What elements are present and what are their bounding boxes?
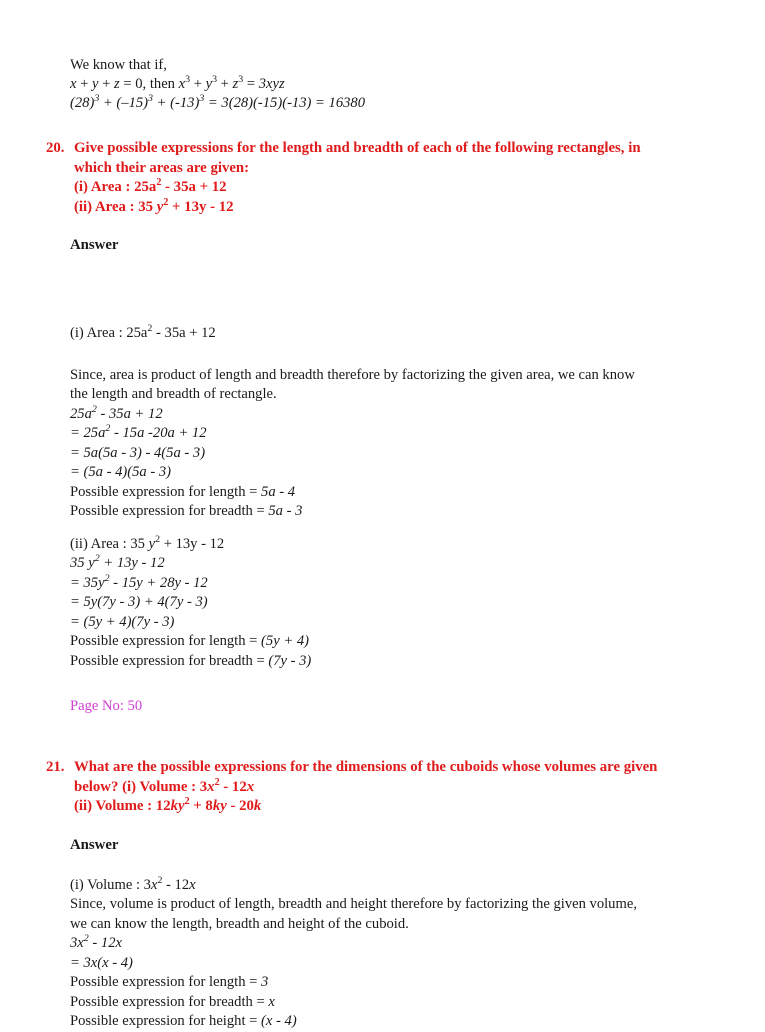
part-ii-heading-20: (ii) Area : 35 $y^2 + 13y - 12$ — [70, 533, 225, 552]
answer-label-21: Answer — [70, 836, 119, 853]
question-20-line-2: which their areas are given: — [74, 159, 250, 176]
part-ii-step-4: = (5y + 4)(7y - 3) — [70, 613, 175, 630]
spacer-after-answer-20 — [70, 254, 695, 324]
page-note: Page No: 50 — [70, 698, 143, 714]
spacer-part-i-20 — [70, 344, 695, 366]
part-i-step-4: = (5a - 4)(5a - 3) — [70, 464, 172, 480]
question-20-line-1: Give possible expressions for the length and breadth of each of the following rectangles, in — [74, 140, 641, 156]
question-21-line-1: What are the possible expressions for the dimensions of the cuboids whose volumes are given — [74, 759, 658, 775]
part-i-step-1-21: $3x^2 - 12x$ — [70, 933, 122, 951]
part-i-heading-21: (i) Volume : $3x^2 - 12x$ — [70, 874, 196, 893]
question-20-line-3: (i) Area : $25a^2 - 35a + 12$ — [74, 177, 227, 195]
intro-block — [70, 56, 695, 113]
spacer-between-parts-20 — [70, 522, 695, 535]
spacer-after-answer-21 — [70, 854, 695, 876]
question-21-line-2: below? (i) Volume : $3x^2 - 12x$ — [74, 776, 255, 795]
question-21-line-3: (ii) Volume : $12ky^2 + 8ky - 20k$ — [74, 796, 262, 814]
question-20-part-i — [70, 324, 695, 344]
part-ii-step-3: = 5y(7y - 3) + 4(7y - 3) — [70, 594, 208, 610]
part-i-result-length-21: Possible expression for length = 3 — [70, 974, 269, 990]
intro-line-1: We know that if, — [70, 57, 167, 73]
section-spacer — [70, 716, 695, 758]
question-21 — [46, 758, 695, 817]
answer-label-20: Answer — [70, 237, 119, 253]
question-20-number: 20. — [46, 140, 65, 156]
part-i-step-1: $25a^2 - 35a + 12$ — [70, 403, 163, 422]
part-i-step-2-21: = 3x(x - 4) — [70, 954, 133, 971]
intro-line-3: $(28)^3 + (-15)^3 + (-13)^3 = 3(28)(-15)(-13) = 16380$ — [70, 93, 366, 111]
part-i-step-3: = 5a(5a - 3) - 4(5a - 3) — [70, 444, 206, 461]
question-20-body — [74, 139, 695, 217]
part-i-result-breadth-21: Possible expression for breadth = x — [70, 993, 275, 1010]
part-i-explanation-line-1-21: Since, volume is product of length, breadth and height therefore by factorizing the given volume, — [70, 896, 637, 912]
part-i-heading-20: (i) Area : $25a^2 - 35a + 12$ — [70, 323, 216, 341]
question-21-part-i — [70, 876, 695, 1032]
part-i-explanation-line-2-21: we can know the length, breadth and height of the cuboid. — [70, 915, 409, 932]
part-i-explanation-line-1: Since, area is product of length and breadth therefore by factorizing the given area, we can know — [70, 366, 635, 383]
part-i-step-2: = $25a^2 - 15a$ -20a + 12 — [70, 423, 207, 441]
question-21-body — [74, 758, 695, 817]
question-21-number: 21. — [46, 759, 65, 775]
part-i-steps-20 — [70, 405, 695, 522]
part-ii-result-breadth-20: Possible expression for breadth = (7y - 3) — [70, 652, 312, 669]
question-20-line-4: (ii) Area : 35 $y^2 + 13y - 12$ — [74, 196, 234, 215]
part-i-result-height-21: Possible expression for height = (x - 4) — [70, 1013, 297, 1029]
part-i-explanation-line-2: the length and breadth of rectangle. — [70, 386, 277, 402]
question-20-part-ii — [70, 535, 695, 672]
part-ii-step-1: 35 $y^2 + 13y - 12$ — [70, 553, 165, 571]
part-ii-step-2: = $35y^2 - 15y + 28y - 12$ — [70, 572, 208, 591]
question-20 — [46, 139, 695, 217]
part-i-result-length-20: Possible expression for length = 5a - 4 — [70, 483, 296, 500]
part-ii-result-length-20: Possible expression for length = (5y + 4) — [70, 633, 309, 649]
intro-line-2: x + y + z = 0, then $x^3 + y^3 + z^3 = 3xyz$ — [70, 74, 285, 92]
part-i-explanation-20 — [70, 366, 695, 405]
part-i-result-breadth-20: Possible expression for breadth = 5a - 3 — [70, 503, 303, 519]
